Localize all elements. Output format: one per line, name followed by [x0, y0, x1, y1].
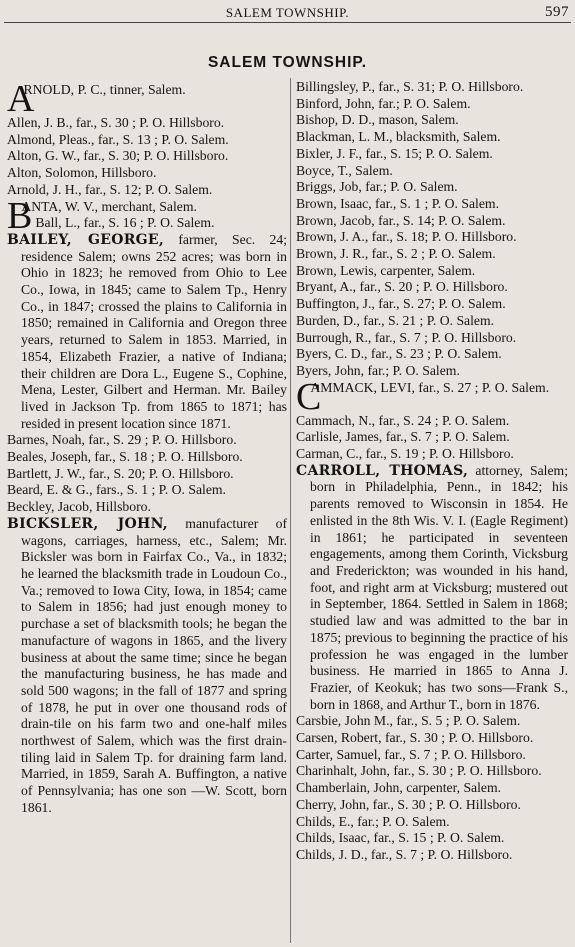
directory-entry: Carsen, Robert, far., S. 30 ; P. O. Hillsboro.	[296, 730, 534, 746]
directory-entry: Alton, Solomon, Hillsboro.	[7, 165, 157, 181]
directory-entry: Billingsley, P., far., S. 31; P. O. Hillsboro.	[296, 79, 524, 94]
directory-entry: Briggs, Job, far.; P. O. Salem.	[296, 179, 458, 195]
directory-entry: Carter, Samuel, far., S. 7 ; P. O. Hillsboro.	[296, 746, 526, 762]
right-column	[296, 79, 568, 864]
column-divider	[290, 78, 291, 943]
directory-entry: Binford, John, far.; P. O. Salem.	[296, 95, 471, 111]
directory-entry: Almond, Pleas., far., S. 13 ; P. O. Salem.	[7, 131, 229, 147]
running-title: SALEM TOWNSHIP.	[225, 5, 350, 20]
directory-entry: Ball, L., far., S. 16 ; P. O. Salem.	[35, 215, 215, 231]
directory-entry: Buffington, J., far., S. 27; P. O. Salem.	[296, 296, 506, 312]
directory-entry: Childs, Isaac, far., S. 15 ; P. O. Salem.	[296, 830, 505, 846]
directory-entry: Carlisle, James, far., S. 7 ; P. O. Salem.	[296, 429, 510, 445]
drop-cap: A	[7, 78, 35, 120]
entry-text: ANTA, W. V., merchant, Salem.	[21, 198, 197, 214]
biography-text: farmer, Sec. 24; residence Salem; owns 252 acres; was born in Ohio in 1823; he removed from Ohio to Lee Co., Iowa, in 1845; came to Salem Tp., Henry Co., in 1847; crossed the plains to California in 1850; remained in California and Oregon three years, returned to Salem in 1853. Married, in 1854, Elizabeth Frazier, a native of Indiana; their children are Dora L., Eugene S., Cophine, Mena, Lester, Gilbert and Herman. Mr. Bailey lived in Jackson Tp. from 1865 to 1871; has resided in present location since 1871.	[21, 231, 287, 431]
biography-entry	[7, 516, 287, 817]
directory-entry: Blackman, L. M., blacksmith, Salem.	[296, 129, 501, 145]
directory-entry: Childs, E., far.; P. O. Salem.	[296, 813, 450, 829]
directory-entry: Brown, Lewis, carpenter, Salem.	[296, 262, 476, 278]
directory-entry: Beckley, Jacob, Hillsboro.	[7, 499, 151, 515]
directory-entry: Brown, Isaac, far., S. 1 ; P. O. Salem.	[296, 195, 500, 211]
directory-entry: Carman, C., far., S. 19 ; P. O. Hillsboro.	[296, 446, 514, 462]
running-header	[0, 4, 575, 22]
biography-text: manufacturer of wagons, carriages, harness, etc., Salem; Mr. Bicksler was born in Fairfax Co., Va., in 1832; he learned the blacksmith trade in Loudoun Co., Va.; removed to Iowa City, Iowa, in 1854; came to Salem in 1856; had just enough money to purchase a set of blacksmith tools; he began the manufacture of wagons in 1865, and the livery business at about the same time; since he began the manufacturing business, he has made and sold 500 wagons; in the fall of 1877 and spring of 1878, he put in over one thousand rods of drain-tile on his farm two and one-half miles northwest of Salem, which was the first drain-tiling laid in Salem Tp. for draining farm land. Married, in 1859, Sarah A. Buffington, a native of Pennsylvania; has one son —W. Scott, born 1861.	[21, 515, 287, 815]
directory-entry: Arnold, J. H., far., S. 12; P. O. Salem.	[7, 181, 213, 197]
directory-entry: Boyce, T., Salem.	[296, 162, 393, 178]
biography-name: BAILEY, GEORGE,	[7, 231, 165, 248]
entry-text: RNOLD, P. C., tinner, Salem.	[23, 82, 186, 97]
directory-entry: Beard, E. & G., fars., S. 1 ; P. O. Salem.	[7, 482, 226, 498]
biography-name: BICKSLER, JOHN,	[7, 515, 168, 532]
directory-entry: Brown, J. A., far., S. 18; P. O. Hillsboro.	[296, 229, 517, 245]
directory-entry	[296, 375, 568, 418]
left-column	[7, 78, 287, 817]
directory-entry: Childs, J. D., far., S. 7 ; P. O. Hillsboro.	[296, 846, 513, 862]
drop-cap: C	[296, 375, 322, 418]
directory-entry: Allen, J. B., far., S. 30 ; P. O. Hillsboro.	[7, 115, 225, 130]
header-rule	[4, 22, 571, 23]
directory-entry: Bixler, J. F., far., S. 15; P. O. Salem.	[296, 145, 493, 161]
directory-entry: Cammach, N., far., S. 24 ; P. O. Salem.	[296, 412, 510, 428]
directory-entry	[7, 78, 287, 120]
directory-entry: Alton, G. W., far., S. 30; P. O. Hillsboro.	[7, 148, 229, 164]
directory-entry: Byers, John, far.; P. O. Salem.	[296, 362, 460, 378]
directory-entry: Burrough, R., far., S. 7 ; P. O. Hillsboro.	[296, 329, 517, 345]
directory-entry: Brown, Jacob, far., S. 14; P. O. Salem.	[296, 212, 506, 228]
drop-cap: B	[7, 194, 33, 237]
biography-entry	[296, 463, 568, 714]
directory-entry: Bishop, D. D., mason, Salem.	[296, 112, 459, 128]
directory-entry: Bartlett, J. W., far., S. 20; P. O. Hillsboro.	[7, 465, 234, 481]
biography-text: attorney, Salem; born in Philadelphia, Penn., in 1842; his parents removed to Wisconsin in 1854. He enlisted in the 8th Wis. V. I. (Eagle Regiment) in 1861; he participated in seventeen engagements, among them Corinth, Vicksburg and Frederickton; was wounded in his hand, foot, and right arm at Vicksburg; mustered out in September, 1864. Settled in Salem in 1868; studied law and was admitted to the bar in 1875; previous to beginning the practice of his profession he was engaged in the lumber business. He married in 1865 to Anna J. Frazier, of Keokuk; has two sons—Frank S., born in 1868, and Arthur T., born in 1876.	[310, 462, 569, 712]
directory-entry: Burden, D., far., S. 21 ; P. O. Salem.	[296, 312, 495, 328]
directory-entry: Beales, Joseph, far., S. 18 ; P. O. Hillsboro.	[7, 449, 243, 465]
directory-entry: Bryant, A., far., S. 20 ; P. O. Hillsboro.	[296, 279, 508, 295]
directory-entry: Byers, C. D., far., S. 23 ; P. O. Salem.	[296, 346, 502, 362]
entry-text: AMMACK, LEVI, far., S. 27 ; P. O. Salem.	[310, 379, 550, 395]
directory-entry: Chamberlain, John, carpenter, Salem.	[296, 780, 502, 796]
page-number: 597	[545, 4, 569, 20]
directory-entry: Carsbie, John M., far., S. 5 ; P. O. Salem.	[296, 713, 521, 729]
directory-entry: Brown, J. R., far., S. 2 ; P. O. Salem.	[296, 246, 496, 262]
directory-entry: Cherry, John, far., S. 30 ; P. O. Hillsboro.	[296, 796, 521, 812]
biography-entry	[7, 232, 287, 432]
section-title: SALEM TOWNSHIP.	[207, 54, 368, 71]
directory-entry: Charinhalt, John, far., S. 30 ; P. O. Hillsboro.	[296, 763, 542, 779]
biography-name: CARROLL, THOMAS,	[296, 462, 469, 479]
directory-entry: Barnes, Noah, far., S. 29 ; P. O. Hillsboro.	[7, 432, 237, 448]
